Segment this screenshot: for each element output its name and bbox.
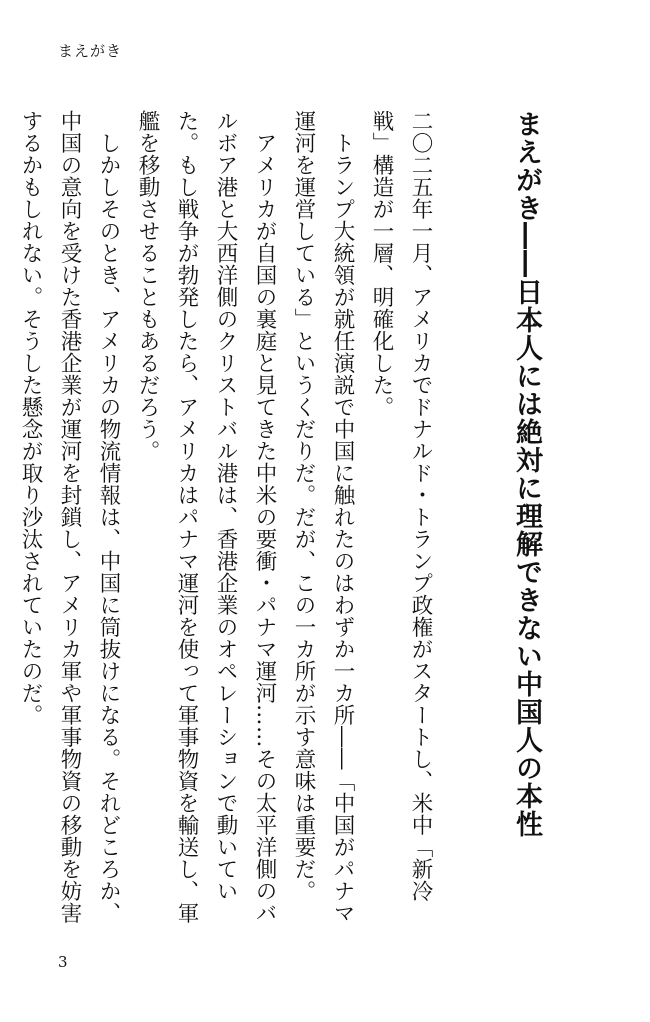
- paragraph: 二〇二五年一月、アメリカでドナルド・トランプ政権がスタートし、米中「新冷戦」構造が一層、明確化した。: [369, 110, 433, 902]
- paragraph: アメリカが自国の裏庭と見てきた中米の要衝・パナマ運河……その太平洋側のバルボア港と大西洋側のクリストバル港は、香港企業のオペレーションで動いていた。もし戦争が勃発したら、アメリカはパナマ運河を使って軍事物資を輸送し、軍艦を移動させることもあるだろう。: [135, 110, 277, 924]
- paragraph: しかしそのとき、アメリカの物流情報は、中国に筒抜けになる。それどころか、中国の意向を受けた香港企業が運河を封鎖し、アメリカ軍や軍事物資の移動を妨害するかもしれない。そうした懸念が取り沙汰されていたのだ。: [18, 110, 121, 924]
- paragraph: トランプ大統領が就任演説で中国に触れたのはわずか一カ所――「中国がパナマ運河を運営している」というくだりだ。だが、この一カ所が示す意味は重要だ。: [291, 110, 355, 924]
- running-head: まえがき: [58, 42, 123, 60]
- body-text: [11, 110, 440, 930]
- chapter-title: まえがき――日本人には絶対に理解できない中国人の本性: [511, 110, 542, 838]
- page-number: 3: [58, 953, 68, 971]
